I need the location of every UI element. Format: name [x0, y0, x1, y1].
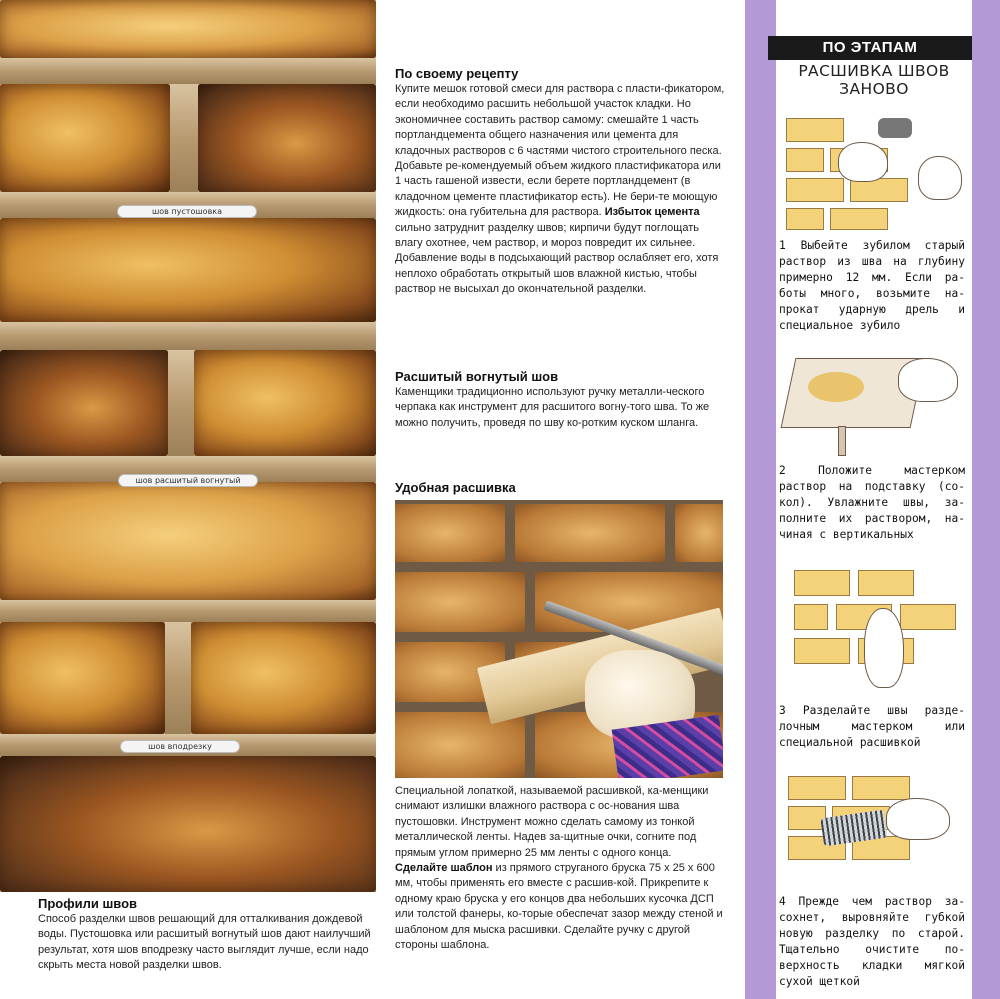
jointing-photo — [395, 500, 723, 778]
jointer-body — [395, 784, 725, 953]
concave-section — [395, 369, 725, 431]
jointer-bold-2: Сделайте шаблон — [395, 862, 493, 875]
joint-label-concave: шов расшитый вогнутый — [118, 474, 258, 487]
jointer-heading-wrap — [395, 480, 725, 495]
jointer-heading: Удобная расшивка — [395, 480, 516, 495]
concave-heading: Расшитый вогнутый шов — [395, 369, 559, 384]
steps-title: РАСШИВКА ШВОВ ЗАНОВО — [798, 62, 950, 98]
profiles-section — [38, 896, 378, 974]
step-3-illustration — [778, 562, 968, 700]
jointer-text-1: Специальной лопаткой, называемой расшивкой, ка-менщики снимают излишки влажного раствора с ос-нования шва пустошовки. Инструмент можно сделать самому из тонкой металлической ленты. Надев за-щитные очки, согните под прямым углом примерно 25 мм ленты с одного конца. — [395, 785, 709, 859]
joint-label-flush: шов пустошовка — [117, 205, 257, 218]
profiles-heading: Профили швов — [38, 896, 138, 911]
step-3-text: 3 Разделайте швы разде-лочным мастерком или специальной расшивкой — [779, 704, 965, 749]
recipe-heading: По своему рецепту — [395, 66, 519, 81]
step-1-illustration — [778, 112, 968, 234]
joint-label-recessed: шов вподрезку — [120, 740, 240, 753]
jointer-text-2: из прямого струганого бруска 75 х 25 х 600 мм, чтобы применять его вместе с расшив-кой. Прикрепите к одному краю бруска у его концов два небольших кусочка ДСП или толстой фанеры, ко-торые обеспечат зазор между стеной и шаблоном для мыска расшивки. Сделайте ручку с другой стороны шаблона. — [395, 862, 723, 952]
recipe-bold-2: Избыток цемента — [604, 206, 700, 219]
step-4-text: 4 Прежде чем раствор за-сохнет, выровняйте губкой новую разделку по старой. Тщательно очистите по-верхность кладки мягкой сухой щеткой — [779, 895, 965, 988]
step-2-text: 2 Положите мастерком раствор на подставку (со-кол). Увлажните швы, за-полните их раствором, на-чиная с вертикальных — [779, 464, 965, 541]
recipe-text-2: сильно затруднит разделку швов; кирпичи будут поглощать влагу охотнее, чем раствор, и мороз повредит их сильнее. Добавление воды в подсыхающий раствор ослабляет его, хотя неплохо обработать открытый шов влажной кистью, чтобы раствор не высыхал до окончательной разделки. — [395, 221, 719, 296]
recipe-body — [395, 82, 725, 298]
recipe-text-1: Купите мешок готовой смеси для раствора с пласти-фикатором, если необходимо расшить небольшой участок кладки. Но экономичнее составить раствор самому: смешайте 1 часть портландцемента общего назначения или цемента для кладочных растворов с 6 частями чистого строительного песка. Добавьте ре-комендуемый объем жидкого пластификатора или 1 часть гашеной извести, если берете портландцемент (в кладочном цементе пластификатор есть). Не бери-те моющую жидкость: она губительна для раствора. — [395, 83, 725, 219]
jointer-section — [395, 784, 725, 953]
step-1-text: 1 Выбейте зубилом старый раствор из шва на глубину примерно 12 мм. Если ра-боты много, возьмите на-прокат ударную дрель и специальное зубило — [779, 239, 965, 332]
recipe-section — [395, 66, 725, 298]
brick-wall-photo — [0, 0, 376, 892]
step-4-illustration — [778, 768, 968, 888]
steps-tag: ПО ЭТАПАМ — [768, 36, 972, 60]
step-2-illustration — [778, 338, 968, 458]
concave-body: Каменщики традиционно используют ручку металли-ческого черпака как инструмент для расшитого вогну-того шва. То же можно получить, проведя по шву ко-ротким куском шланга. — [395, 386, 710, 429]
profiles-body: Способ разделки швов решающий для отталкивания дождевой воды. Пустошовка или расшитый вогнутый шов дают наилучший результат, хотя шов вподрезку часто выглядит лучше, если надо скрыть места новой разделки швов. — [38, 913, 371, 972]
